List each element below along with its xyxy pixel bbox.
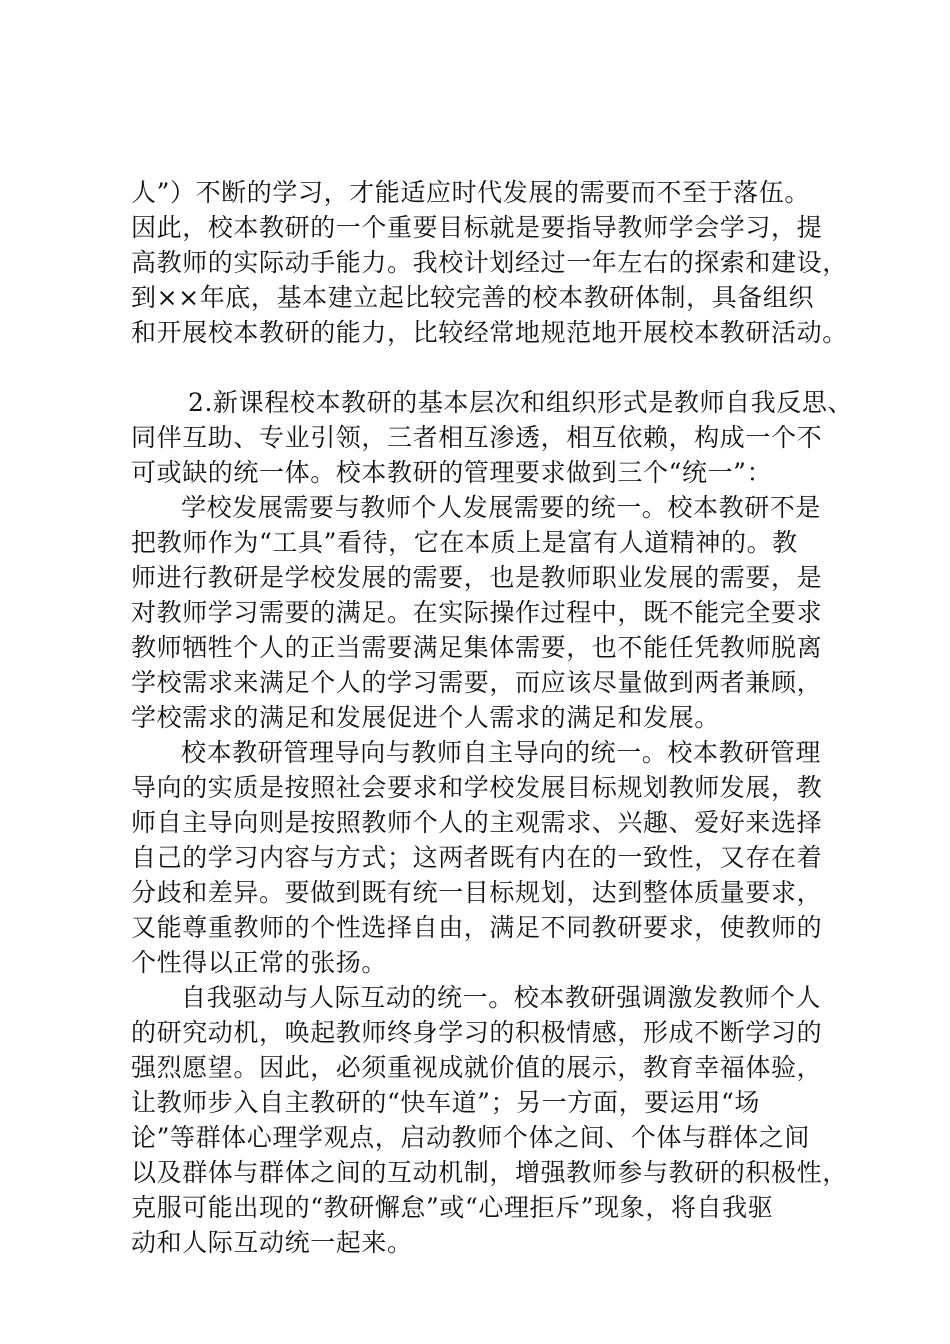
body-text-line: 分歧和差异。要做到既有统一目标规划，达到整体质量要求，: [131, 878, 823, 907]
body-text-line: 把教师作为“工具”看待，它在本质上是富有人道精神的。教: [131, 528, 798, 557]
body-text-line: 导向的实质是按照社会要求和学校发展目标规划教师发展，教: [131, 773, 823, 802]
body-text-line: 的研究动机，唤起教师终身学习的积极情感，形成不断学习的: [131, 1018, 823, 1047]
body-text-line: 到××年底，基本建立起比较完善的校本教研体制，具备组织: [131, 283, 815, 312]
body-text-line: 让教师步入自主教研的“快车道”；另一方面，要运用“场: [131, 1088, 760, 1117]
body-text-line: 论”等群体心理学观点，启动教师个体之间、个体与群体之间: [131, 1123, 810, 1152]
body-text-line: 高教师的实际动手能力。我校计划经过一年左右的探索和建设，: [131, 248, 848, 277]
body-text-line: 对教师学习需要的满足。在实际操作过程中，既不能完全要求: [131, 598, 823, 627]
body-text-line: 又能尊重教师的个性选择自由，满足不同教研要求，使教师的: [131, 913, 823, 942]
body-text-line: 个性得以正常的张扬。: [131, 948, 388, 977]
paragraph-first-line: 校本教研管理导向与教师自主导向的统一。校本教研管理: [181, 738, 822, 767]
body-text-line: 教师牺牲个人的正当需要满足集体需要，也不能任凭教师脱离: [131, 633, 823, 662]
paragraph-first-line: 学校发展需要与教师个人发展需要的统一。校本教研不是: [181, 493, 822, 522]
body-text-line: 强烈愿望。因此，必须重视成就价值的展示，教育幸福体验，: [131, 1053, 823, 1082]
body-text-line: 可或缺的统一体。校本教研的管理要求做到三个“统一”：: [131, 458, 773, 487]
body-text-line: 自己的学习内容与方式；这两者既有内在的一致性，又存在着: [131, 843, 823, 872]
body-text-line: 以及群体与群体之间的互动机制，增强教师参与教研的积极性，: [131, 1158, 848, 1187]
paragraph-first-line: 自我驱动与人际互动的统一。校本教研强调激发教师个人: [181, 983, 822, 1012]
body-text-line: 学校需求的满足和发展促进个人需求的满足和发展。: [131, 703, 720, 732]
body-text-line: 人”）不断的学习，才能适应时代发展的需要而不至于落伍。: [131, 178, 810, 207]
body-text-line: 动和人际互动统一起来。: [131, 1228, 413, 1257]
body-text-line: 同伴互助、专业引领，三者相互渗透，相互依赖，构成一个不: [131, 423, 823, 452]
body-text-line: 和开展校本教研的能力，比较经常地规范地开展校本教研活动。: [131, 318, 848, 347]
body-text-line: 克服可能出现的“教研懈怠”或“心理拒斥”现象，将自我驱: [131, 1193, 774, 1222]
body-text-line: 因此，校本教研的一个重要目标就是要指导教师学会学习，提: [131, 213, 823, 242]
paragraph-first-line: 2.新课程校本教研的基本层次和组织形式是教师自我反思、: [188, 388, 854, 417]
body-text-line: 学校需求来满足个人的学习需要，而应该尽量做到两者兼顾，: [131, 668, 823, 697]
body-text-line: 师进行教研是学校发展的需要，也是教师职业发展的需要，是: [131, 563, 823, 592]
body-text-line: 师自主导向则是按照教师个人的主观需求、兴趣、爱好来选择: [131, 808, 823, 837]
